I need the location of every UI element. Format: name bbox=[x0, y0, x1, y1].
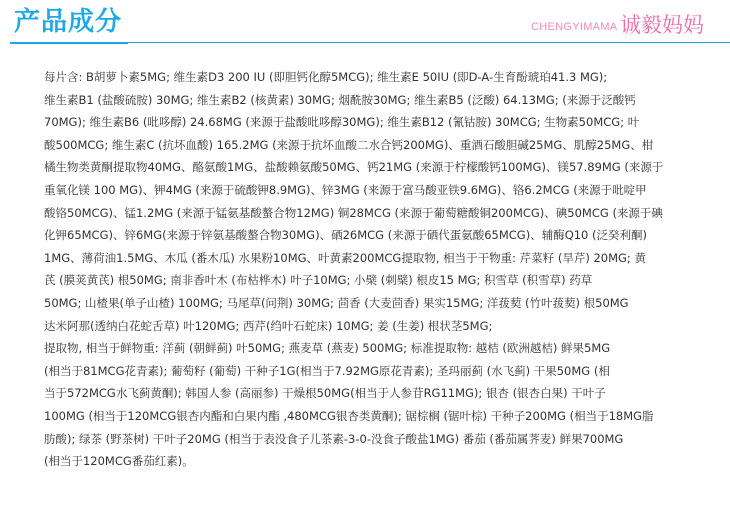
ingredient-line: 重氧化镁 100 MG)、钾4MG (来源于硫酸钾8.9MG)、锌3MG (来源于富马酸亚铁9.6MG)、铬6.2MCG (来源于吡啶甲 bbox=[44, 182, 647, 197]
ingredient-line: 提取物, 相当于鲜物重: 洋蓟 (朝鲜蓟) 叶50MG; 燕麦草 (燕麦) 500MG; 标准提取物: 越桔 (欧洲越桔) 鲜果5MG bbox=[44, 341, 611, 356]
ingredient-line: 70MG); 维生素B6 (吡哆醇) 24.68MG (来源于盐酸吡哆醇30MG); 维生素B12 (氰钴胺) 30MCG; 生物素50MCG; 叶 bbox=[44, 115, 640, 130]
header-divider bbox=[128, 42, 730, 43]
brand-name-english: CHENGYIMAMA bbox=[531, 21, 618, 33]
section-title: 产品成分 bbox=[14, 7, 123, 37]
ingredient-line: 1MG、薄荷油1.5MG、木瓜 (番木瓜) 水果粉10MG、叶黄素200MCG提取物, 相当于干物重: 芹菜籽 (旱芹) 20MG; 黄 bbox=[44, 250, 646, 265]
ingredient-line: 100MG (相当于120MCG银杏内酯和白果内酯 ,480MCG银杏类黄酮); 锯棕榈 (锯叶棕) 干种子200MG (相当于18MG脂 bbox=[44, 408, 654, 423]
ingredient-line: 当于572MCG水飞蓟黄酮); 韩国人参 (高丽参) 干燥根50MG(相当于人参苷RG11MG); 银杏 (银杏白果) 干叶子 bbox=[44, 386, 606, 401]
ingredient-line: 达米阿那(透纳白花蛇舌草) 叶120MG; 西芹(绉叶石蛇床) 10MG; 姜 (生姜) 根状茎5MG; bbox=[44, 318, 493, 333]
ingredient-line: (相当于120MCG番茄红素)。 bbox=[44, 454, 194, 469]
ingredient-line: 酸500MCG; 维生素C (抗坏血酸) 165.2MG (来源于抗坏血酸二水合钙200MG)、重酒石酸胆碱25MG、肌醇25MG、柑 bbox=[44, 137, 654, 152]
ingredient-line: 50MG; 山楂果(单子山楂) 100MG; 马尾草(问荆) 30MG; 茴香 (大麦茴香) 果实15MG; 洋菝葜 (竹叶菝葜) 根50MG bbox=[44, 295, 629, 310]
section-header bbox=[0, 0, 730, 48]
ingredient-line: 化钾65MCG)、锌6MG(来源于锌氨基酸螯合物30MG)、硒26MCG (来源于硒代蛋氨酸65MCG)、辅酶Q10 (泛癸利酮) bbox=[44, 228, 648, 243]
brand-name-chinese: 诚毅妈妈 bbox=[620, 13, 704, 37]
ingredient-line: 芪 (膜荚黄芪) 根50MG; 南非香叶木 (布枯桦木) 叶子10MG; 小檗 (刺檗) 根皮15 MG; 积雪草 (积雪草) 药草 bbox=[44, 273, 593, 288]
ingredient-line: 酸铬50MCG)、锰1.2MG (来源于锰氨基酸螯合物12MG) 铜28MCG (来源于葡萄糖酸铜200MCG)、碘50MCG (来源于碘 bbox=[44, 205, 663, 220]
ingredient-list bbox=[44, 66, 704, 473]
ingredient-line: 维生素B1 (盐酸硫胺) 30MG; 维生素B2 (核黄素) 30MG; 烟酰胺30MG; 维生素B5 (泛酸) 64.13MG; (来源于泛酸钙 bbox=[44, 92, 636, 107]
ingredient-line: 肪酸); 绿茶 (野茶树) 干叶子20MG (相当于表没食子儿茶素-3-0-没食子酸盐1MG) 番茄 (番茄属荠麦) 鲜果700MG bbox=[44, 431, 624, 446]
ingredient-line: 橘生物类黄酮提取物40MG、酪氨酸1MG、盐酸赖氨酸50MG、钙21MG (来源于柠檬酸钙100MG)、镁57.89MG (来源于 bbox=[44, 160, 664, 175]
ingredient-line: (相当于81MCG花青素); 葡萄籽 (葡萄) 干种子1G(相当于7.92MG原花青素); 圣玛丽蓟 (水飞蓟) 干果50MG (相 bbox=[44, 363, 610, 378]
ingredient-line: 每片含: B胡萝卜素5MG; 维生素D3 200 IU (即胆钙化醇5MCG); 维生素E 50IU (即D-A-生育酚琥珀41.3 MG); bbox=[44, 70, 608, 84]
title-underline bbox=[10, 42, 128, 44]
